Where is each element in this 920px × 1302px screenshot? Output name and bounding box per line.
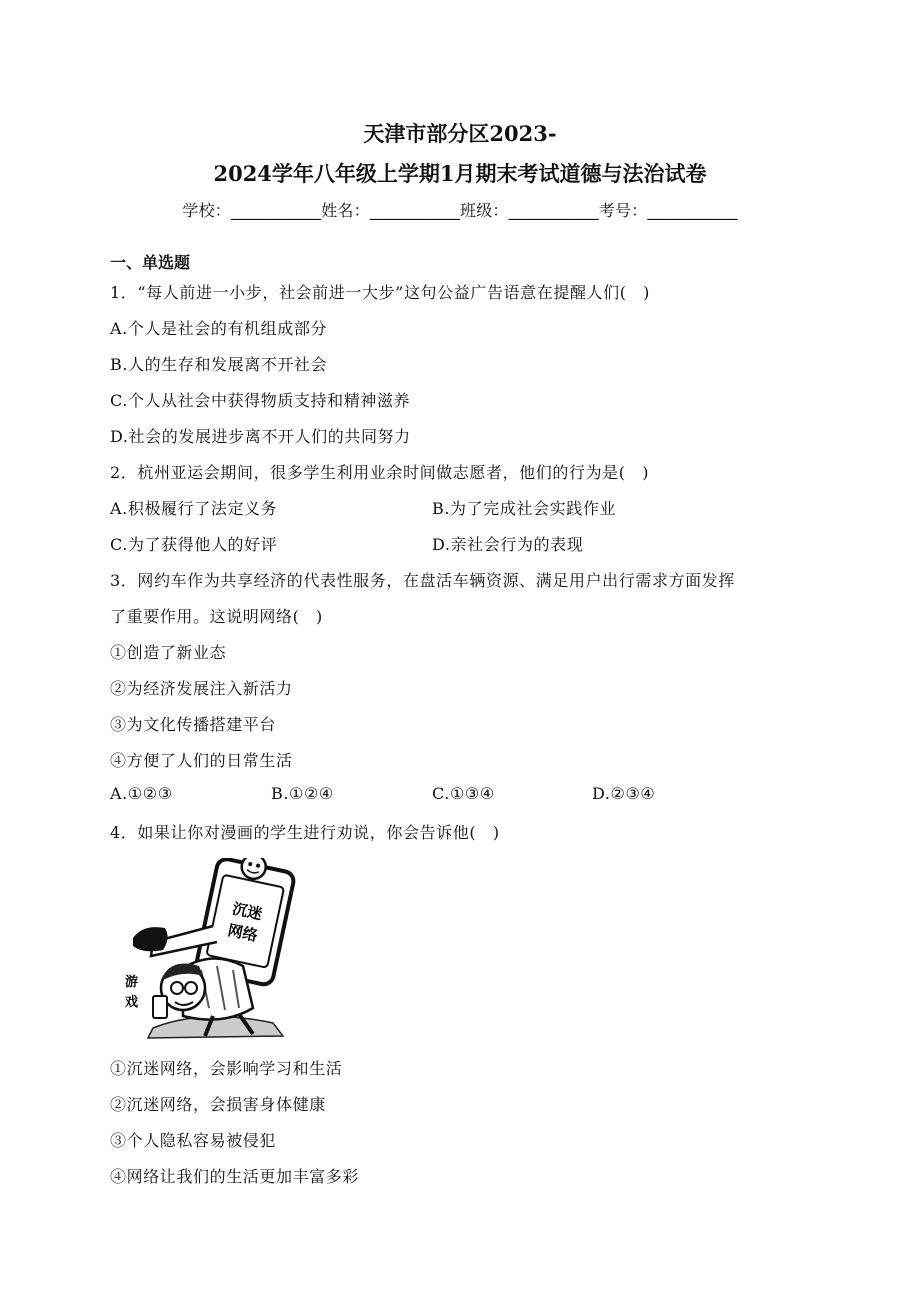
game-label-line2: 戏	[125, 995, 139, 1010]
cartoon-illustration	[113, 858, 305, 1040]
exam-title-line1: 天津市部分区2023-	[363, 121, 557, 146]
phone-label-line1: 沉迷	[230, 899, 264, 924]
question-1-option-d: D.社会的发展进步离不开人们的共同努力	[110, 427, 411, 446]
question-1-stem: 1．“每人前进一小步，社会前进一大步”这句公益广告语意在提醒人们( )	[110, 283, 651, 302]
question-3-option-b: B.①②④	[271, 784, 334, 803]
question-4-item-4: ④网络让我们的生活更加丰富多彩	[110, 1167, 360, 1186]
question-3-option-a: A.①②③	[110, 784, 173, 803]
question-1-option-a: A.个人是社会的有机组成部分	[110, 319, 328, 338]
question-2-option-c: C.为了获得他人的好评	[110, 535, 278, 554]
section-heading: 一、单选题	[110, 253, 191, 272]
question-3-stem-line2: 了重要作用。这说明网络( )	[110, 607, 323, 626]
question-4-item-1: ①沉迷网络，会影响学习和生活	[110, 1059, 343, 1078]
question-1-option-c: C.个人从社会中获得物质支持和精神滋养	[110, 391, 411, 410]
question-1-option-b: B.人的生存和发展离不开社会	[110, 355, 328, 374]
game-label-line1: 游	[125, 975, 139, 990]
question-3-item-1: ①创造了新业态	[110, 643, 227, 662]
question-2-option-a: A.积极履行了法定义务	[110, 499, 278, 518]
student-info-line: 学校：___________姓名：___________班级：___________考号：___________	[182, 201, 738, 220]
question-2-option-b: B.为了完成社会实践作业	[432, 499, 617, 518]
phone-label-line2: 网络	[226, 921, 260, 945]
question-3-option-d: D.②③④	[592, 784, 656, 803]
question-4-item-3: ③个人隐私容易被侵犯	[110, 1131, 277, 1150]
question-2-option-d: D.亲社会行为的表现	[432, 535, 584, 554]
question-3-option-c: C.①③④	[432, 784, 495, 803]
question-3-stem-line1: 3．网约车作为共享经济的代表性服务，在盘活车辆资源、满足用户出行需求方面发挥	[110, 571, 735, 590]
question-3-item-2: ②为经济发展注入新活力	[110, 679, 293, 698]
question-2-stem: 2．杭州亚运会期间，很多学生利用业余时间做志愿者，他们的行为是( )	[110, 463, 650, 482]
question-4-stem: 4．如果让你对漫画的学生进行劝说，你会告诉他( )	[110, 823, 500, 842]
question-3-item-3: ③为文化传播搭建平台	[110, 715, 277, 734]
exam-title-line2: 2024学年八年级上学期1月期末考试道德与法治试卷	[213, 161, 707, 186]
question-4-item-2: ②沉迷网络，会损害身体健康	[110, 1095, 326, 1114]
question-3-item-4: ④方便了人们的日常生活	[110, 751, 293, 770]
